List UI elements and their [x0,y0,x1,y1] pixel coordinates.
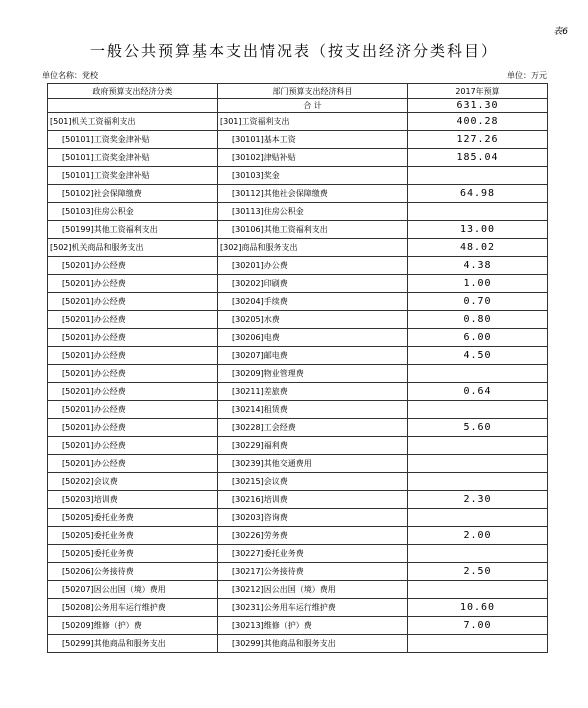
gov-class-cell: [50201]办公经费 [48,275,218,293]
table-row [48,509,548,527]
dept-class-cell: [30213]维修（护）费 [218,617,408,635]
budget-amount-cell: 0.70 [408,293,548,311]
dept-class-cell: [30299]其他商品和服务支出 [218,635,408,653]
gov-class-cell: [502]机关商品和服务支出 [48,239,218,257]
budget-amount-cell [408,581,548,599]
budget-amount-cell [408,365,548,383]
table-row [48,437,548,455]
dept-class-cell: [302]商品和服务支出 [218,239,408,257]
table-row [48,545,548,563]
dept-class-cell: [30101]基本工资 [218,131,408,149]
dept-class-cell: [301]工资福利支出 [218,113,408,131]
budget-amount-cell: 1.00 [408,275,548,293]
gov-class-cell: [50201]办公经费 [48,383,218,401]
budget-amount-cell: 2.00 [408,527,548,545]
budget-amount-cell [408,167,548,185]
budget-amount-cell [408,635,548,653]
dept-class-cell: [30203]咨询费 [218,509,408,527]
table-row [48,203,548,221]
gov-class-cell: [50202]会议费 [48,473,218,491]
table-row [48,401,548,419]
table-row [48,617,548,635]
dept-class-cell: [30229]福利费 [218,437,408,455]
budget-amount-cell: 127.26 [408,131,548,149]
table-row [48,113,548,131]
total-row [48,99,548,113]
gov-class-cell: [50208]公务用车运行维护费 [48,599,218,617]
table-row [48,635,548,653]
gov-class-cell: [50203]培训费 [48,491,218,509]
table-header-row [48,84,548,99]
gov-class-cell: [50205]委托业务费 [48,509,218,527]
budget-amount-cell: 2.50 [408,563,548,581]
gov-class-cell: [50201]办公经费 [48,347,218,365]
dept-class-cell: [30202]印刷费 [218,275,408,293]
budget-amount-cell: 7.00 [408,617,548,635]
gov-class-cell: [50101]工资奖金津补贴 [48,131,218,149]
table-row [48,329,548,347]
total-label: 合 计 [218,99,408,113]
dept-class-cell: [30226]劳务费 [218,527,408,545]
table-row [48,473,548,491]
budget-amount-cell: 5.60 [408,419,548,437]
gov-class-cell: [50201]办公经费 [48,365,218,383]
header-dept-class: 部门预算支出经济科目 [218,84,408,99]
gov-class-cell: [50205]委托业务费 [48,545,218,563]
budget-amount-cell: 0.64 [408,383,548,401]
budget-amount-cell: 400.28 [408,113,548,131]
gov-class-cell: [50207]因公出国（境）费用 [48,581,218,599]
budget-amount-cell: 0.80 [408,311,548,329]
gov-class-cell: [50101]工资奖金津补贴 [48,167,218,185]
table-row [48,167,548,185]
dept-class-cell: [30103]奖金 [218,167,408,185]
budget-amount-cell: 48.02 [408,239,548,257]
table-row [48,383,548,401]
dept-class-cell: [30239]其他交通费用 [218,455,408,473]
budget-amount-cell: 64.98 [408,185,548,203]
table-row [48,419,548,437]
budget-amount-cell: 185.04 [408,149,548,167]
gov-class-cell: [50102]社会保障缴费 [48,185,218,203]
dept-class-cell: [30209]物业管理费 [218,365,408,383]
gov-class-cell: [50201]办公经费 [48,437,218,455]
table-row [48,275,548,293]
header-gov-class: 政府预算支出经济分类 [48,84,218,99]
table-row [48,581,548,599]
budget-amount-cell [408,509,548,527]
dept-class-cell: [30228]工会经费 [218,419,408,437]
currency-unit: 单位：万元 [507,71,547,80]
budget-amount-cell: 4.50 [408,347,548,365]
budget-amount-cell: 10.60 [408,599,548,617]
table-row [48,365,548,383]
table-row [48,311,548,329]
dept-class-cell: [30113]住房公积金 [218,203,408,221]
budget-amount-cell [408,437,548,455]
budget-amount-cell: 2.30 [408,491,548,509]
gov-class-cell: [50101]工资奖金津补贴 [48,149,218,167]
gov-class-cell: [50201]办公经费 [48,257,218,275]
gov-class-cell: [50201]办公经费 [48,401,218,419]
gov-class-cell: [50205]委托业务费 [48,527,218,545]
dept-class-cell: [30201]办公费 [218,257,408,275]
dept-class-cell: [30231]公务用车运行维护费 [218,599,408,617]
gov-class-cell: [50201]办公经费 [48,329,218,347]
dept-class-cell: [30205]水费 [218,311,408,329]
dept-class-cell: [30106]其他工资福利支出 [218,221,408,239]
page-number: 表6 [553,27,568,37]
table-row [48,491,548,509]
gov-class-cell: [501]机关工资福利支出 [48,113,218,131]
budget-amount-cell: 6.00 [408,329,548,347]
dept-class-cell: [30216]培训费 [218,491,408,509]
total-blank [48,99,218,113]
table-row [48,131,548,149]
gov-class-cell: [50199]其他工资福利支出 [48,221,218,239]
table-row [48,527,548,545]
table-row [48,149,548,167]
table-row [48,293,548,311]
dept-class-cell: [30215]会议费 [218,473,408,491]
total-value: 631.30 [408,99,548,113]
budget-amount-cell [408,545,548,563]
dept-class-cell: [30207]邮电费 [218,347,408,365]
dept-class-cell: [30212]因公出国（境）费用 [218,581,408,599]
gov-class-cell: [50206]公务接待费 [48,563,218,581]
gov-class-cell: [50201]办公经费 [48,293,218,311]
budget-amount-cell [408,455,548,473]
gov-class-cell: [50103]住房公积金 [48,203,218,221]
budget-amount-cell [408,401,548,419]
gov-class-cell: [50201]办公经费 [48,311,218,329]
dept-class-cell: [30112]其他社会保障缴费 [218,185,408,203]
page-title: 一般公共预算基本支出情况表（按支出经济分类科目） [89,42,498,60]
table-row [48,239,548,257]
dept-class-cell: [30217]公务接待费 [218,563,408,581]
table-row [48,599,548,617]
budget-amount-cell: 13.00 [408,221,548,239]
dept-class-cell: [30102]津贴补贴 [218,149,408,167]
table-row [48,455,548,473]
table-row [48,185,548,203]
header-budget: 2017年预算 [408,84,548,99]
budget-amount-cell [408,203,548,221]
dept-class-cell: [30204]手续费 [218,293,408,311]
table-row [48,221,548,239]
table-row [48,563,548,581]
budget-amount-cell [408,473,548,491]
table-row [48,257,548,275]
unit-name: 单位名称：党校 [42,71,98,80]
budget-table [47,83,548,653]
dept-class-cell: [30206]电费 [218,329,408,347]
table-row [48,347,548,365]
budget-amount-cell: 4.38 [408,257,548,275]
gov-class-cell: [50201]办公经费 [48,455,218,473]
dept-class-cell: [30227]委托业务费 [218,545,408,563]
dept-class-cell: [30214]租赁费 [218,401,408,419]
gov-class-cell: [50209]维修（护）费 [48,617,218,635]
gov-class-cell: [50299]其他商品和服务支出 [48,635,218,653]
gov-class-cell: [50201]办公经费 [48,419,218,437]
dept-class-cell: [30211]差旅费 [218,383,408,401]
